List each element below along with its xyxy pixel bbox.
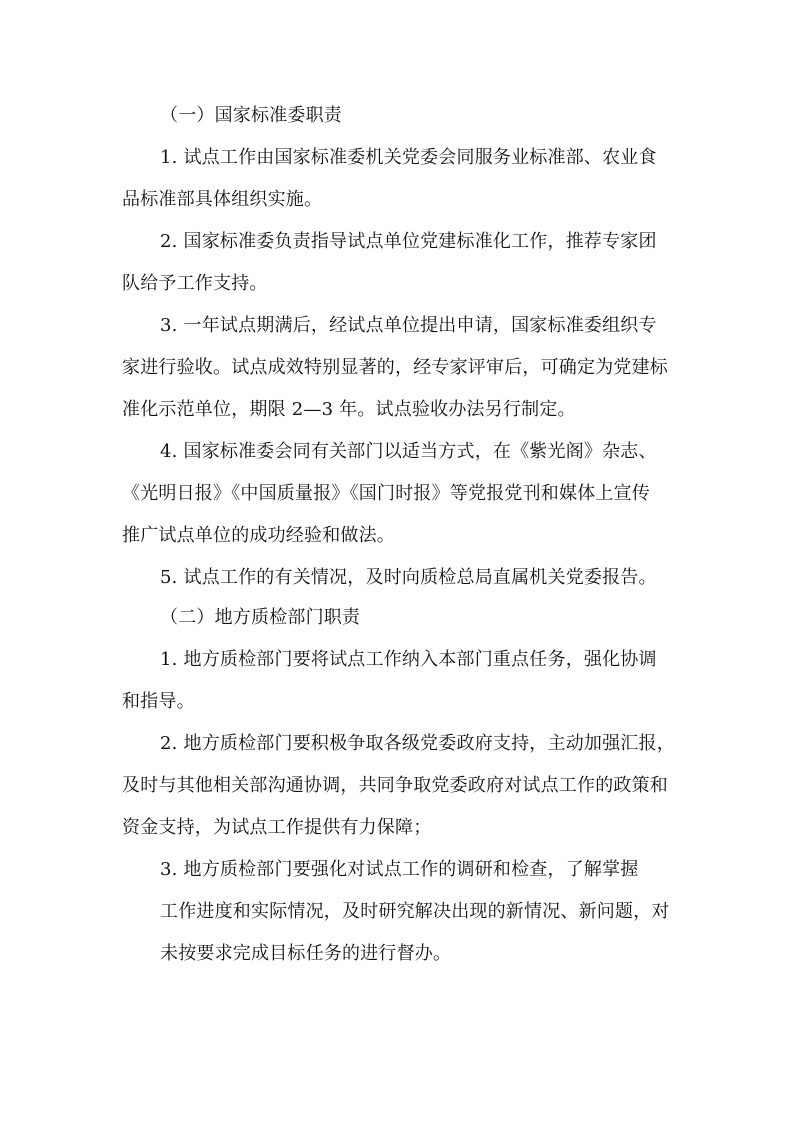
paragraph-line: 《光明日报》《中国质量报》《国门时报》等党报党刊和媒体上宣传 bbox=[122, 483, 650, 504]
paragraph-line: 和指导。 bbox=[122, 691, 195, 712]
paragraph-line: 1. 地方质检部门要将试点工作纳入本部门重点任务，强化协调 bbox=[160, 649, 657, 670]
section-heading-2: （二）地方质检部门职责 bbox=[160, 607, 361, 628]
paragraph-line: 准化示范单位，期限 2—3 年。试点验收办法另行制定。 bbox=[122, 399, 576, 420]
paragraph-line: 家进行验收。试点成效特别显著的，经专家评审后，可确定为党建标 bbox=[122, 357, 668, 378]
paragraph-line: 5. 试点工作的有关情况，及时向质检总局直属机关党委报告。 bbox=[160, 567, 657, 588]
paragraph-line: 及时与其他相关部沟通协调，共同争取党委政府对试点工作的政策和 bbox=[122, 775, 668, 796]
section-heading-1: （一）国家标准委职责 bbox=[160, 105, 342, 126]
paragraph-line: 2. 地方质检部门要积极争取各级党委政府支持，主动加强汇报， bbox=[160, 733, 675, 754]
paragraph-line: 资金支持，为试点工作提供有力保障； bbox=[122, 817, 432, 838]
paragraph-line: 推广试点单位的成功经验和做法。 bbox=[122, 525, 395, 546]
paragraph-line: 1. 试点工作由国家标准委机关党委会同服务业标准部、农业食 bbox=[160, 147, 657, 168]
paragraph-line: 3. 地方质检部门要强化对试点工作的调研和检查，了解掌握 bbox=[160, 859, 639, 880]
paragraph-line: 3. 一年试点期满后，经试点单位提出申请，国家标准委组织专 bbox=[160, 315, 657, 336]
paragraph-line: 队给予工作支持。 bbox=[122, 273, 268, 294]
paragraph-line: 品标准部具体组织实施。 bbox=[122, 189, 323, 210]
paragraph-line: 工作进度和实际情况，及时研究解决出现的新情况、新问题，对 bbox=[160, 901, 670, 922]
paragraph-line: 4. 国家标准委会同有关部门以适当方式，在《紫光阁》杂志、 bbox=[160, 441, 657, 462]
paragraph-line: 2. 国家标准委负责指导试点单位党建标准化工作，推荐专家团 bbox=[160, 231, 657, 252]
paragraph-line: 未按要求完成目标任务的进行督办。 bbox=[160, 943, 452, 964]
